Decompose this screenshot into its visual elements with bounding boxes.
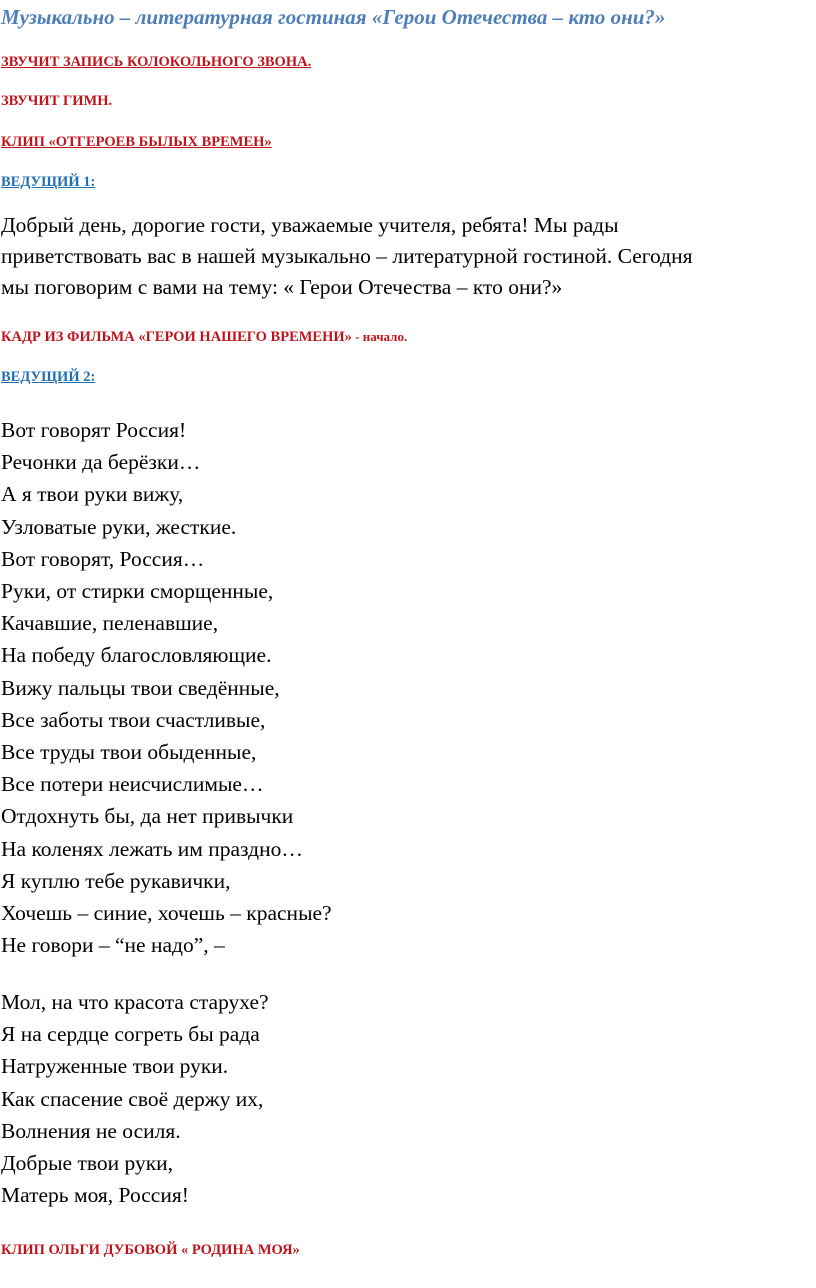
poem-line: Матерь моя, Россия! bbox=[1, 1183, 189, 1208]
poem-line: Добрые твои руки, bbox=[1, 1151, 174, 1176]
poem-line: Все потери неисчислимые… bbox=[1, 772, 264, 797]
poem-line: Узловатые руки, жесткие. bbox=[1, 514, 237, 539]
poem-stanza-2 bbox=[1, 986, 269, 1211]
poem-line: Я куплю тебе рукавички, bbox=[1, 868, 231, 893]
document-title: Музыкально – литературная гостиная «Герои Отечества – кто они?» bbox=[1, 5, 666, 29]
poem-line: Не говори – “не надо”, – bbox=[1, 933, 225, 958]
poem-line: Хочешь – синие, хочешь – красные? bbox=[1, 901, 332, 926]
poem-line: Все труды твои обыденные, bbox=[1, 740, 257, 765]
poem-line: На коленях лежать им праздно… bbox=[1, 836, 303, 861]
poem-line: Речонки да берёзки… bbox=[1, 450, 201, 475]
poem-line: Все заботы твои счастливые, bbox=[1, 707, 266, 732]
poem-stanza-1 bbox=[1, 414, 332, 961]
poem-line: Качавшие, пеленавшие, bbox=[1, 611, 219, 636]
film-frame-title: КАДР ИЗ ФИЛЬМА «ГЕРОИ НАШЕГО ВРЕМЕНИ» bbox=[1, 329, 352, 345]
intro-line: приветствовать вас в нашей музыкально – литературной гостиной. Сегодня bbox=[1, 244, 693, 268]
poem-line: Я на сердце согреть бы рада bbox=[1, 1022, 260, 1047]
intro-line: мы поговорим с вами на тему: « Герои Отечества – кто они?» bbox=[1, 275, 563, 299]
stage-direction-clip-dubova: КЛИП ОЛЬГИ ДУБОВОЙ « РОДИНА МОЯ» bbox=[1, 1242, 300, 1258]
intro-line: Добрый день, дорогие гости, уважаемые учителя, ребята! Мы рады bbox=[1, 213, 619, 237]
poem-line: Вижу пальцы твои сведённые, bbox=[1, 675, 280, 700]
stage-direction-anthem: ЗВУЧИТ ГИМН. bbox=[1, 93, 113, 109]
poem-line: Вот говорят Россия! bbox=[1, 418, 187, 442]
poem-line: Натруженные твои руки. bbox=[1, 1054, 229, 1079]
stage-direction-film-frame bbox=[1, 328, 407, 346]
stage-direction-clip-heroes: КЛИП «ОТГЕРОЕВ БЫЛЫХ ВРЕМЕН» bbox=[1, 134, 272, 150]
poem-line: А я твои руки вижу, bbox=[1, 482, 184, 507]
poem-line: Руки, от стирки сморщенные, bbox=[1, 579, 274, 604]
film-frame-suffix: - начало. bbox=[351, 329, 408, 344]
poem-line: Отдохнуть бы, да нет привычки bbox=[1, 804, 294, 829]
host-1-heading: ВЕДУЩИЙ 1: bbox=[1, 174, 96, 190]
poem-line: Как спасение своё держу их, bbox=[1, 1086, 264, 1111]
host-2-heading: ВЕДУЩИЙ 2: bbox=[1, 369, 96, 385]
stage-direction-bell: ЗВУЧИТ ЗАПИСЬ КОЛОКОЛЬНОГО ЗВОНА. bbox=[1, 54, 312, 70]
poem-line: Волнения не осиля. bbox=[1, 1118, 181, 1143]
poem-line: Вот говорят, Россия… bbox=[1, 546, 205, 571]
poem-line: Мол, на что красота старухе? bbox=[1, 990, 269, 1014]
poem-line: На победу благословляющие. bbox=[1, 643, 272, 668]
intro-paragraph bbox=[1, 210, 693, 303]
